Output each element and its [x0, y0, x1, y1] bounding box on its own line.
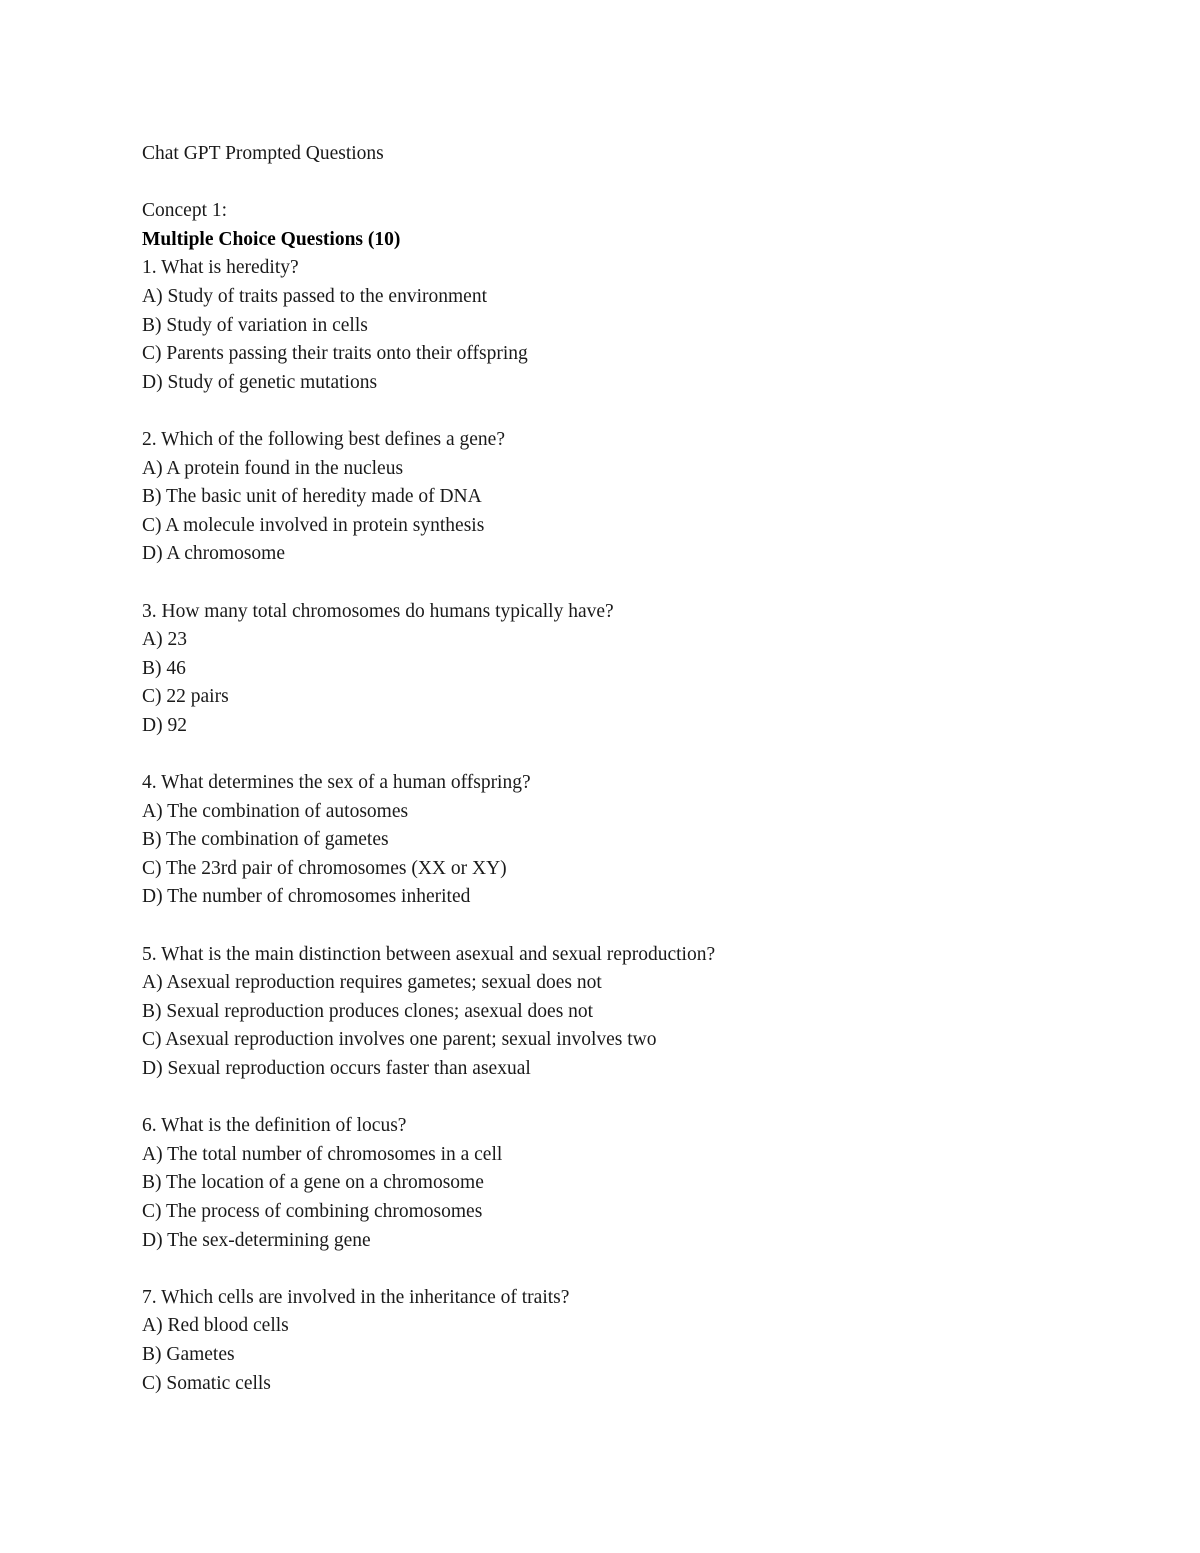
question-text: 7. Which cells are involved in the inheritance of traits? [142, 1286, 570, 1308]
answer-option: A) The combination of autosomes [142, 800, 409, 822]
answer-option: A) A protein found in the nucleus [142, 457, 404, 479]
answer-option: C) The 23rd pair of chromosomes (XX or XY) [142, 857, 507, 879]
section-heading: Multiple Choice Questions (10) [142, 228, 401, 250]
answer-option: C) Somatic cells [142, 1372, 271, 1394]
answer-option: C) A molecule involved in protein synthesis [142, 514, 485, 536]
spacer [142, 1084, 1102, 1113]
answer-option: B) The combination of gametes [142, 829, 389, 851]
answer-option: D) Study of genetic mutations [142, 371, 378, 393]
answer-option: D) 92 [142, 714, 187, 736]
spacer [142, 740, 1102, 769]
answer-option: C) Parents passing their traits onto their offspring [142, 343, 528, 365]
spacer [142, 1255, 1102, 1284]
answer-option: D) A chromosome [142, 543, 285, 565]
question-text: 5. What is the main distinction between asexual and sexual reproduction? [142, 943, 716, 965]
document-title: Chat GPT Prompted Questions [142, 143, 384, 164]
answer-option: B) The basic unit of heredity made of DNA [142, 486, 482, 508]
answer-option: A) The total number of chromosomes in a cell [142, 1143, 503, 1165]
question-block [142, 598, 1102, 770]
answer-option: C) Asexual reproduction involves one parent; sexual involves two [142, 1029, 657, 1051]
spacer [142, 397, 1102, 426]
answer-option: B) Study of variation in cells [142, 314, 368, 336]
answer-option: B) 46 [142, 657, 186, 679]
question-block [142, 769, 1102, 941]
question-block [142, 426, 1102, 598]
answer-option: B) Gametes [142, 1343, 235, 1365]
answer-option: B) Sexual reproduction produces clones; asexual does not [142, 1000, 594, 1022]
answer-option: D) The number of chromosomes inherited [142, 886, 471, 908]
answer-option: A) Red blood cells [142, 1315, 289, 1337]
question-text: 1. What is heredity? [142, 257, 299, 279]
answer-option: C) The process of combining chromosomes [142, 1200, 483, 1222]
question-block [142, 254, 1102, 426]
question-text: 4. What determines the sex of a human offspring? [142, 772, 531, 794]
answer-option: D) The sex-determining gene [142, 1229, 371, 1251]
question-block [142, 1284, 1102, 1398]
spacer [142, 169, 1102, 198]
answer-option: B) The location of a gene on a chromosome [142, 1172, 484, 1194]
question-list [142, 254, 1102, 1398]
question-text: 6. What is the definition of locus? [142, 1115, 407, 1137]
spacer [142, 569, 1102, 598]
question-text: 2. Which of the following best defines a gene? [142, 428, 505, 450]
question-text: 3. How many total chromosomes do humans typically have? [142, 600, 614, 622]
answer-option: A) Study of traits passed to the environment [142, 285, 487, 307]
concept-label: Concept 1: [142, 200, 228, 222]
question-block [142, 941, 1102, 1113]
question-block [142, 1112, 1102, 1284]
answer-option: D) Sexual reproduction occurs faster than asexual [142, 1058, 531, 1079]
document-page [142, 140, 1102, 1398]
spacer [142, 912, 1102, 941]
answer-option: A) Asexual reproduction requires gametes; sexual does not [142, 972, 602, 994]
answer-option: A) 23 [142, 629, 187, 651]
answer-option: C) 22 pairs [142, 686, 229, 708]
